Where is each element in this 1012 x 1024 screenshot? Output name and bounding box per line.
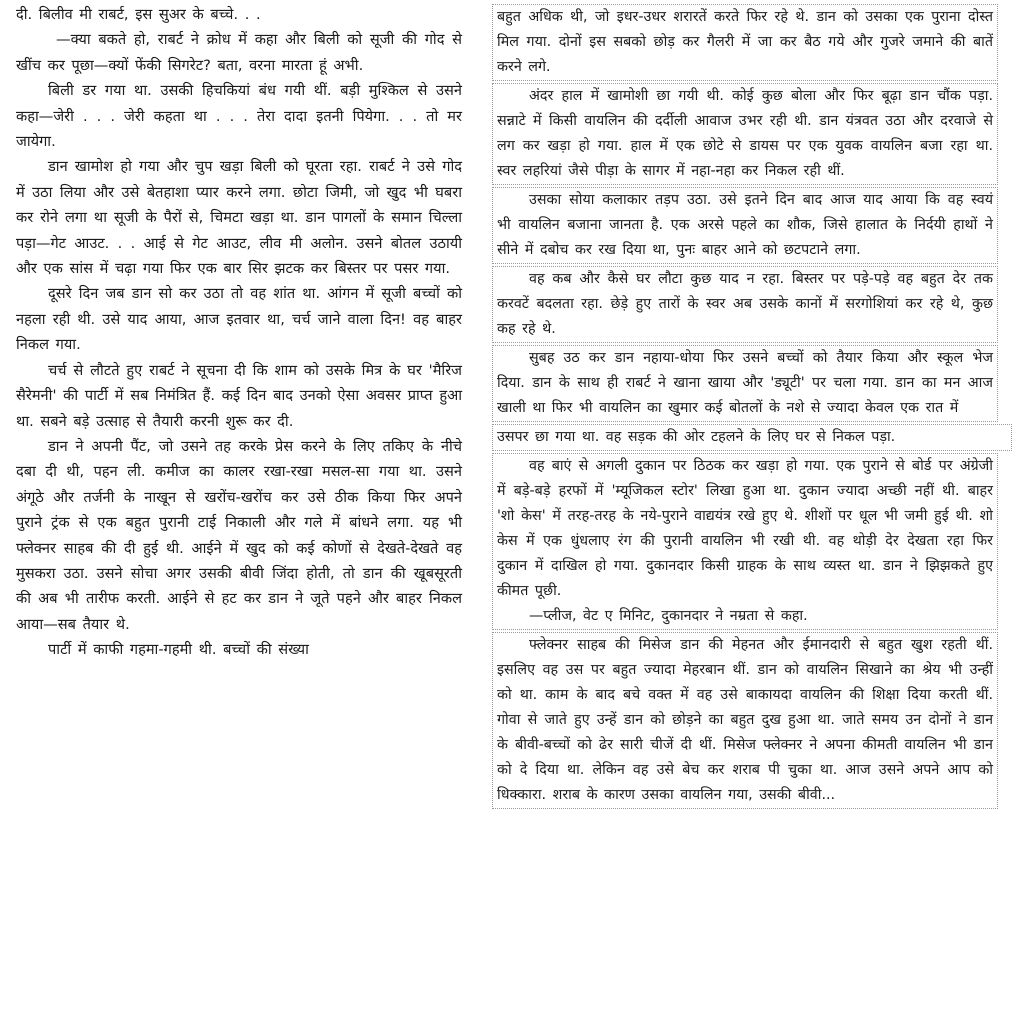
paragraph-3: बिली डर गया था. उसकी हिचकियां बंध गयी थीं. बड़ी मुश्किल से उसने कहा—जेरी . . . जेरी कहता था . . . तेरा दादा इतनी पियेगा. . . तो मर जायेगा.: [16, 82, 462, 151]
text-block-1: [492, 4, 998, 81]
paragraph-7: डान ने अपनी पैंट, जो उसने तह करके प्रेस करने के लिए तकिए के नीचे दबा दी थी, पहन ली. कमीज का कालर रखा-रखा मसल-सा गया था. उसने अंगूठे और तर्जनी के नाखून से खरोंच-खरोंच कर उसे ठीक किया फिर अपने पुराने ट्रंक से एक बहुत पुरानी टाई निकाली और गले में बांधने लगा. यह भी फ्लेक्नर साहब की दी हुई थी. आईने में खुद को कई कोणों से देखते-देखते वह मुसकरा उठा. उसने सोचा अगर उसकी बीवी जिंदा होती, तो डान की खूबसूरती की अब भी तारीफ करती. आईने से हट कर डान ने जूते पहने और बाहर निकल आया—सब तैयार थे.: [16, 437, 462, 633]
text-block-5: [492, 345, 998, 422]
paragraph-2: —क्या बकते हो, राबर्ट ने क्रोध में कहा और बिली को सूजी की गोद से खींच कर पूछा—क्यों फेंकी सिगरेट? बता, वरना मारता हूं अभी.: [16, 31, 463, 74]
paragraph-walk: उसपर छा गया था. वह सड़क की ओर टहलने के लिए घर से निकल पड़ा.: [497, 429, 896, 445]
paragraph-shop: वह बाएं से अगली दुकान पर ठिठक कर खड़ा हो गया. एक पुराने से बोर्ड पर अंग्रेजी में बड़े-बड़े हरफों में 'म्यूजिकल स्टोर' लिखा हुआ था. दुकान ज्यादा अच्छी नहीं थी. बाहर 'शो केस' में तरह-तरह के नये-पुराने वाद्ययंत्र रखे हुए थे. शीशों पर धूल भी जमी हुई थी. शो केस में एक धुंधलाए रंग की पुरानी वायलिन भी रखी थी. वह थोड़ी देर देखता रहा फिर दुकान में दाखिल हो गया. दुकानदार किसी ग्राहक के साथ व्यस्त था. डान ने झिझकते हुए कीमत पूछी.: [497, 458, 993, 599]
paragraph-5: दूसरे दिन जब डान सो कर उठा तो वह शांत था. आंगन में सूजी बच्चों को नहला रही थी. उसे याद आया, आज इतवार था, चर्च जाने वाला दिन! वह बाहर निकल गया.: [16, 285, 462, 354]
paragraph-4: डान खामोश हो गया और चुप खड़ा बिली को घूरता रहा. राबर्ट ने उसे गोद में उठा लिया और उसे बेतहाशा प्यार करने लगा. छोटा जिमी, जो खुद भी घबरा कर रोने लगा था सूजी के पैरों से, चिमटा खड़ा था. डान पागलों के समान चिल्ला पड़ा—गेट आउट. . . आई से गेट आउट, लीव मी अलोन. उसने बोतल उठायी और एक सांस में चढ़ा गया फिर एक बार सिर झटक कर बिस्तर पर पसर गया.: [16, 158, 462, 278]
left-column: [16, 0, 462, 663]
text-block-2: [492, 83, 998, 185]
text-block-4: [492, 266, 998, 343]
paragraph-6: चर्च से लौटते हुए राबर्ट ने सूचना दी कि शाम को उसके मित्र के घर 'मैरिज सैरेमनी' की पार्टी में सब निमंत्रित हैं. कई दिन बाद उनको ऐसा अवसर प्राप्त हुआ था. सबने बड़े उत्साह से तैयारी करनी शुरू कर दी.: [16, 361, 462, 430]
paragraph-hall: अंदर हाल में खामोशी छा गयी थी. कोई कुछ बोला और फिर बूढ़ा डान चौंक पड़ा. सन्नाटे में किसी वायलिन की दर्दीली आवाज उभर रही थी. डान यंत्रवत उठा और दरवाजे से लग कर खड़ा हो गया. हाल में एक छोटे से डायस पर एक युवक वायलिन बजा रहा था. स्वर लहरियां जैसे पीड़ा के सागर में नहा-नहा कर निकल रही थीं.: [497, 88, 993, 179]
paragraph-continuation: बहुत अधिक थी, जो इधर-उधर शरारतें करते फिर रहे थे. डान को उसका एक पुराना दोस्त मिल गया. दोनों इस सबको छोड़ कर गैलरी में जा कर बैठ गये और गुजरे जमाने की बातें करने लगे.: [497, 9, 993, 75]
right-column: [492, 0, 998, 811]
paragraph-artist: उसका सोया कलाकार तड़प उठा. उसे इतने दिन बाद आज याद आया कि वह स्वयं भी वायलिन बजाना जानता है. एक अरसे पहले का शौक, जिसे हालात के निर्दयी हाथों ने सीने में दबोच कर रख दिया था, पुनः बाहर आने को छटपटाने लगा.: [497, 192, 993, 258]
text-block-8: [492, 632, 998, 809]
text-block-3: [492, 187, 998, 264]
paragraph-8: पार्टी में काफी गहमा-गहमी थी. बच्चों की संख्या: [48, 641, 309, 659]
paragraph-1: दी. बिलीव मी राबर्ट, इस सुअर के बच्चे. . .: [16, 6, 261, 23]
paragraph-mrs-flekner: फ्लेक्नर साहब की मिसेज डान की मेहनत और ईमानदारी से बहुत खुश रहती थीं. इसलिए वह उस पर बहुत ज्यादा मेहरबान थीं. डान को वायलिन सिखाने का श्रेय भी उन्हीं को था. काम के बाद बचे वक्त में वह उसे बाकायदा वायलिन की शिक्षा दिया करती थीं. गोवा से जाते हुए उन्हें डान को छोड़ने का बहुत दुख हुआ था. जाते समय उन दोनों ने डान के बीवी-बच्चों को ढेर सारी चीजें दी थीं. मिसेज फ्लेक्नर ने अपना कीमती वायलिन भी डान को दे दिया था. लेकिन वह उसे बेच कर शराब पी चुका था. आज उसने अपने आप को धिक्कारा. शराब के कारण उसका वायलिन गया, उसकी बीवी...: [497, 637, 993, 803]
paragraph-morning: सुबह उठ कर डान नहाया-धोया फिर उसने बच्चों को तैयार किया और स्कूल भेज दिया. डान के साथ ही राबर्ट ने खाना खाया और 'ड्यूटी' पर चला गया. डान का मन आज खाली था फिर भी वायलिन का खुमार कई बोतलों के नशे से ज्यादा केवल एक रात में: [497, 350, 993, 416]
text-block-7: [492, 453, 998, 630]
paragraph-return-home: वह कब और कैसे घर लौटा कुछ याद न रहा. बिस्तर पर पड़े-पड़े वह बहुत देर तक करवटें बदलता रहा. छेड़े हुए तारों के स्वर अब उसके कानों में सरगोशियां कर रहे थे, कुछ कह रहे थे.: [497, 271, 993, 337]
dialogue-line: —प्लीज, वेट ए मिनिट, दुकानदार ने नम्रता से कहा.: [529, 608, 808, 624]
text-block-6: [492, 424, 1012, 451]
